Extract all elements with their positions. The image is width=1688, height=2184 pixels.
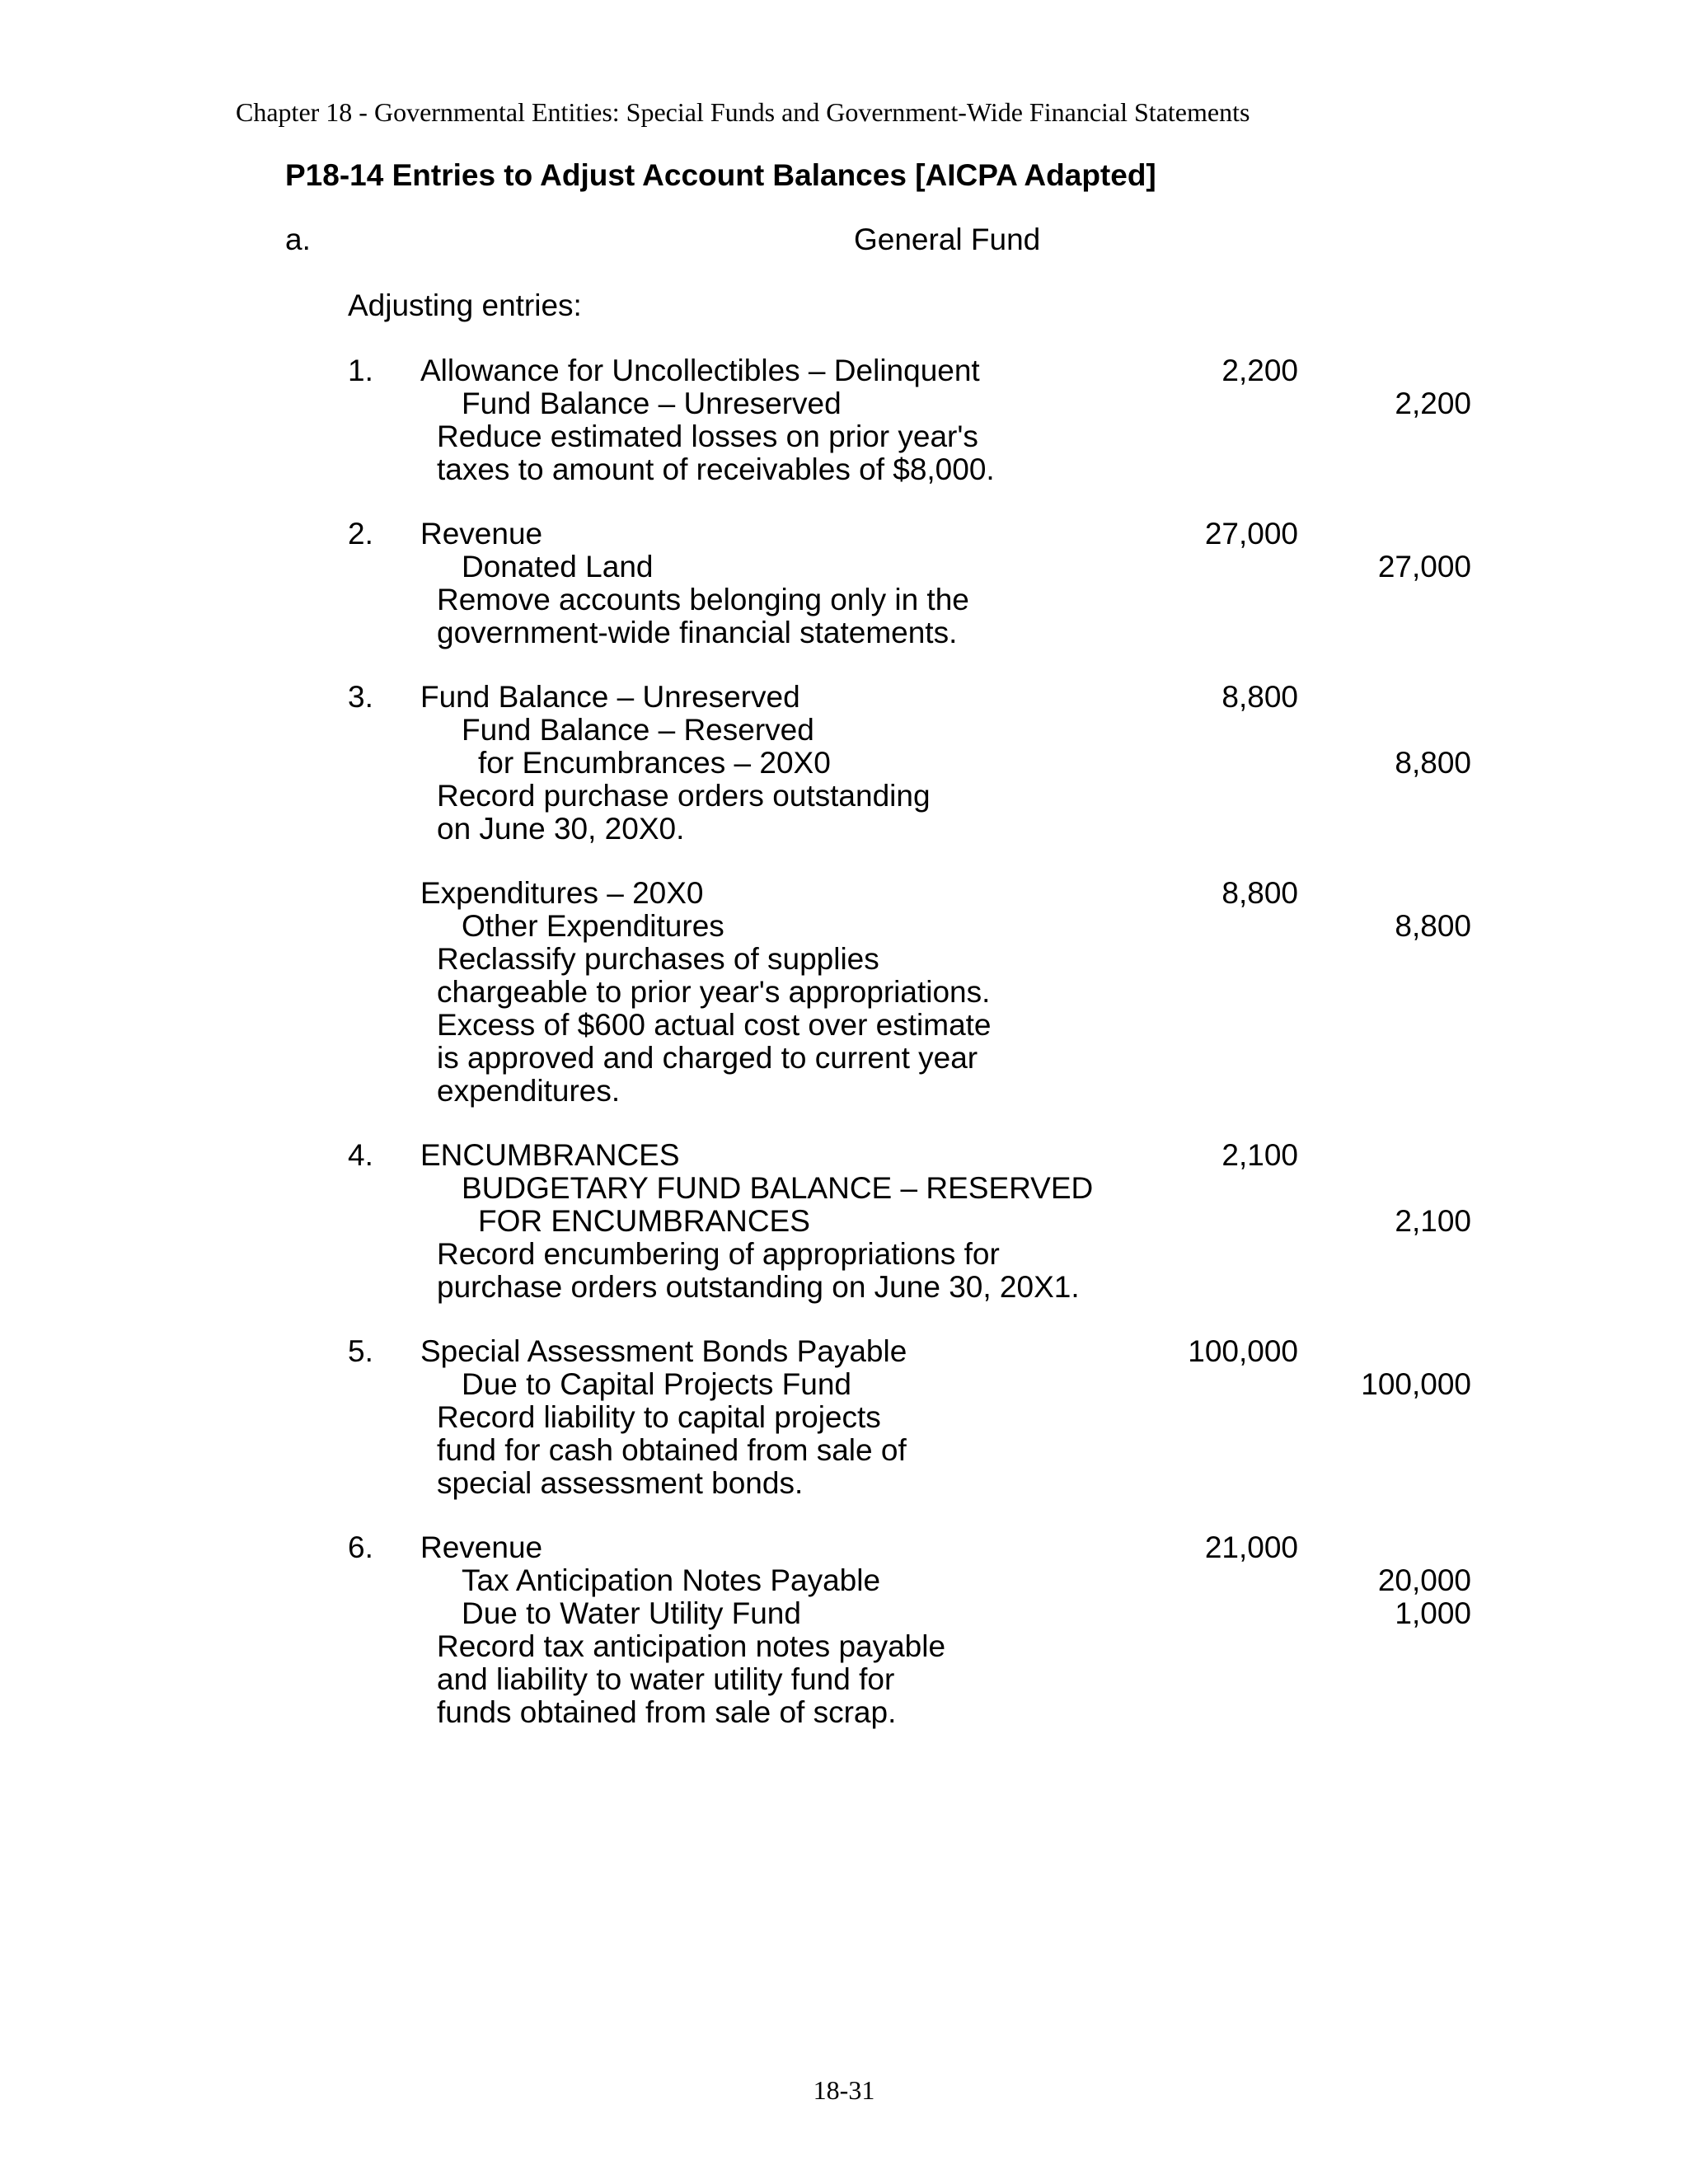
credit-account-continued: FOR ENCUMBRANCES — [478, 1204, 810, 1238]
debit-account: Revenue — [420, 1530, 543, 1564]
credit-amount: 27,000 — [1377, 550, 1471, 583]
debit-account: ENCUMBRANCES — [420, 1138, 680, 1172]
debit-amount: 27,000 — [1204, 517, 1298, 551]
entry-number: 1. — [348, 354, 373, 387]
credit-account: Fund Balance – Unreserved — [462, 387, 842, 420]
entry-description: Reduce estimated losses on prior year's — [437, 419, 978, 453]
debit-amount: 2,100 — [1221, 1138, 1298, 1172]
entry-description: special assessment bonds. — [437, 1466, 804, 1500]
entry-number: 3. — [348, 680, 373, 714]
debit-amount: 21,000 — [1204, 1530, 1298, 1564]
credit-amount: 1,000 — [1395, 1596, 1471, 1630]
debit-account: Allowance for Uncollectibles – Delinquent — [420, 354, 980, 387]
entry-description: on June 30, 20X0. — [437, 812, 685, 846]
section-label: Adjusting entries: — [348, 288, 582, 322]
credit-amount: 8,800 — [1395, 909, 1471, 943]
debit-amount: 8,800 — [1221, 680, 1298, 714]
credit-amount: 100,000 — [1361, 1367, 1471, 1401]
debit-account: Special Assessment Bonds Payable — [420, 1334, 907, 1368]
entry-description: chargeable to prior year's appropriations. — [437, 975, 991, 1009]
credit-account: Fund Balance – Reserved — [462, 713, 814, 747]
debit-amount: 100,000 — [1188, 1334, 1298, 1368]
debit-account: Expenditures – 20X0 — [420, 876, 704, 910]
entry-description: Remove accounts belonging only in the — [437, 583, 969, 616]
problem-title: P18-14 Entries to Adjust Account Balances [AICPA Adapted] — [285, 158, 1156, 192]
entry-description: taxes to amount of receivables of $8,000. — [437, 452, 995, 486]
part-label: a. — [285, 223, 311, 256]
credit-account: Other Expenditures — [462, 909, 724, 943]
credit-amount: 8,800 — [1395, 746, 1471, 780]
entry-description: government-wide financial statements. — [437, 616, 958, 649]
entry-description: expenditures. — [437, 1074, 621, 1108]
entry-description: Record liability to capital projects — [437, 1400, 881, 1434]
entry-number: 2. — [348, 517, 373, 551]
entry-description: and liability to water utility fund for — [437, 1662, 895, 1696]
debit-amount: 8,800 — [1221, 876, 1298, 910]
debit-account: Revenue — [420, 517, 543, 551]
credit-account: Tax Anticipation Notes Payable — [462, 1563, 881, 1597]
entry-number: 6. — [348, 1530, 373, 1564]
fund-title: General Fund — [854, 223, 1041, 256]
entry-description: is approved and charged to current year — [437, 1041, 978, 1075]
credit-account: Donated Land — [462, 550, 654, 583]
credit-account: BUDGETARY FUND BALANCE – RESERVED — [462, 1171, 1094, 1205]
credit-amount: 2,200 — [1395, 387, 1471, 420]
credit-account: Due to Water Utility Fund — [462, 1596, 801, 1630]
debit-account: Fund Balance – Unreserved — [420, 680, 800, 714]
credit-account-continued: for Encumbrances – 20X0 — [478, 746, 831, 780]
entry-description: Record tax anticipation notes payable — [437, 1629, 946, 1663]
entry-description: purchase orders outstanding on June 30, 20X1. — [437, 1270, 1080, 1304]
entry-description: Record encumbering of appropriations for — [437, 1237, 1000, 1271]
entry-description: funds obtained from sale of scrap. — [437, 1695, 897, 1729]
entry-number: 4. — [348, 1138, 373, 1172]
credit-amount: 2,100 — [1395, 1204, 1471, 1238]
entry-description: Record purchase orders outstanding — [437, 779, 931, 813]
running-header: Chapter 18 - Governmental Entities: Special Funds and Government-Wide Financial Statements — [236, 97, 1250, 127]
entry-number: 5. — [348, 1334, 373, 1368]
page-number: 18-31 — [813, 2075, 875, 2105]
credit-account: Due to Capital Projects Fund — [462, 1367, 852, 1401]
entry-description: Reclassify purchases of supplies — [437, 942, 879, 976]
credit-amount: 20,000 — [1377, 1563, 1471, 1597]
debit-amount: 2,200 — [1221, 354, 1298, 387]
entry-description: fund for cash obtained from sale of — [437, 1433, 907, 1467]
entry-description: Excess of $600 actual cost over estimate — [437, 1008, 992, 1042]
